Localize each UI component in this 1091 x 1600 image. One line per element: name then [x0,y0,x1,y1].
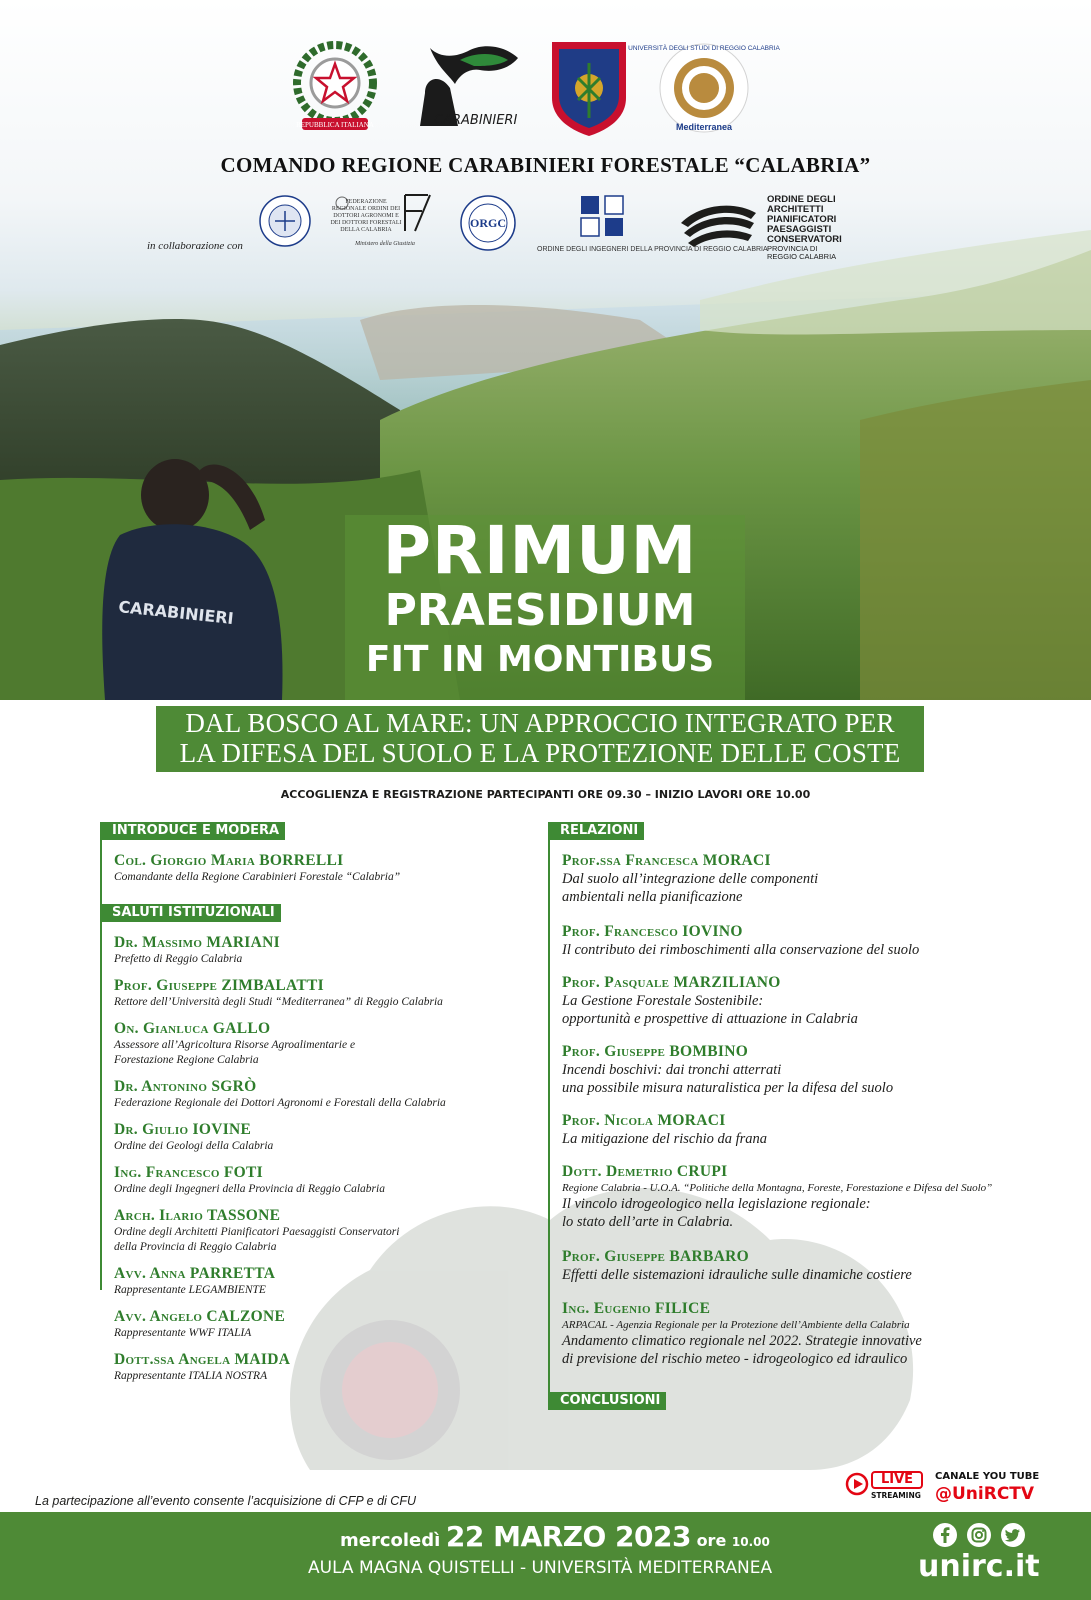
speaker-name: Dott. Demetrio CRUPI [562,1163,728,1180]
person-name: Dr. Massimo MARIANI [114,934,280,951]
instagram-icon[interactable] [966,1522,992,1548]
fodaf-text: FEDERAZIONE REGIONALE ORDINI DEI DOTTORI AGRONOMI E DEI DOTTORI FORESTALI DELLA CALABRIA [330,199,402,233]
saluti-entry [114,1351,290,1384]
youtube-channel-label: CANALE YOU TUBE [935,1471,1040,1482]
university-name: Mediterranea [675,122,733,132]
left-rail [100,822,102,1290]
conclusioni-heading: CONCLUSIONI [548,1392,666,1410]
saluti-entry [114,977,443,1010]
person-role: della Provincia di Reggio Calabria [114,1241,277,1253]
university-ring-text: UNIVERSITÀ DEGLI STUDI DI REGGIO CALABRIA [628,45,780,52]
title-line-3: FIT IN MONTIBUS [365,639,715,680]
ingegneri-logo [578,193,628,238]
forestale-shield-logo [548,38,630,138]
arch-line: PAESAGGISTI [767,224,832,235]
talk-title: una possibile misura naturalistica per la difesa del suolo [562,1080,894,1096]
social-links [932,1522,1032,1548]
architetti-text [767,195,842,261]
republic-emblem-logo [290,38,380,138]
intro-heading: INTRODUCE E MODERA [100,822,285,840]
arch-sub-line: REGGIO CALABRIA [767,252,837,261]
person-role: Prefetto di Reggio Calabria [114,953,243,965]
republic-emblem-text: REPUBBLICA ITALIANA [296,121,374,129]
speaker-name: Ing. Eugenio FILICE [562,1300,711,1317]
talk-entry [562,1248,912,1284]
architetti-logo [676,193,762,255]
person-role: Rappresentante WWF ITALIA [114,1327,252,1339]
organizer-title: COMANDO REGIONE CARABINIERI FORESTALE “CALABRIA” [220,153,871,177]
saluti-entry [114,1265,275,1298]
youtube-handle-link[interactable]: @UniRCTV [935,1484,1035,1504]
live-badge[interactable]: LIVE [871,1471,923,1489]
saluti-entry [114,1308,285,1341]
arch-line: CONSERVATORI [767,234,842,245]
person-role: Forestazione Regione Calabria [114,1054,259,1066]
person-name: Col. Giorgio Maria BORRELLI [114,852,344,869]
person-name: On. Gianluca GALLO [114,1020,271,1037]
date-weekday: mercoledì [340,1530,441,1551]
subtitle-line-1: DAL BOSCO AL MARE: UN APPROCCIO INTEGRATO PER [185,708,895,738]
saluti-entry [114,1207,399,1255]
talk-title: Andamento climatico regionale nel 2022. Strategie innovative [562,1333,922,1349]
person-role: Rettore dell’Università degli Studi “Mediterranea” di Reggio Calabria [114,996,443,1008]
saluti-entry [114,1078,446,1111]
title-line-1: PRIMUM [382,512,698,589]
talk-title: di previsione del rischio meteo - idrogeologico ed idraulico [562,1351,908,1367]
talk-entry [562,923,919,959]
person-name: Ing. Francesco FOTI [114,1164,263,1181]
person-role: Assessore all’Agricoltura Risorse Agroalimentarie e [114,1039,356,1051]
carabinieri-logo [400,38,525,138]
person-name: Avv. Anna PARRETTA [114,1265,276,1282]
talk-title: opportunità e prospettive di attuazione in Calabria [562,1011,858,1027]
talk-title: Effetti delle sistemazioni idrauliche sulle dinamiche costiere [562,1267,912,1283]
person-role: Comandante della Regione Carabinieri Forestale “Calabria” [114,871,401,883]
talk-entry [562,1300,922,1368]
carabinieri-logo-text: CARABINIERI [434,113,518,128]
person-name: Prof. Giuseppe ZIMBALATTI [114,977,324,994]
partner-fodaf [330,193,440,247]
person-name: Dott.ssa Angela MAIDA [114,1351,291,1368]
top-logos [0,38,1091,148]
talk-entry [562,1112,767,1148]
saluti-entry [114,934,280,967]
arch-sub-line: PROVINCIA DI [767,244,818,253]
university-logo [628,38,780,143]
talk-title: La mitigazione del rischio da frana [562,1131,768,1147]
facebook-icon[interactable] [932,1522,958,1548]
moderator-entry [114,852,400,885]
event-venue: AULA MAGNA QUISTELLI - UNIVERSITÀ MEDITERRANEA [308,1558,773,1578]
streaming-label: STREAMING [871,1491,921,1500]
jacket-text: CARABINIERI [117,597,235,629]
hero-banner [0,0,1091,700]
saluti-entry [114,1020,355,1068]
person-role: Federazione Regionale dei Dottori Agronomi e Forestali della Calabria [114,1097,446,1109]
talk-entry [562,1043,893,1097]
speaker-org: Regione Calabria - U.O.A. “Politiche della Montagna, Foreste, Forestazione e Difesa del Suolo” [562,1182,993,1194]
talk-title: ambientali nella pianificazione [562,889,743,905]
speaker-org: ARPACAL - Agenzia Regionale per la Protezione dell’Ambiente della Calabria [562,1319,910,1331]
credits-note: La partecipazione all’evento consente l’acquisizione di CFP e di CFU [35,1494,416,1508]
date-time: 10.00 [731,1535,770,1549]
talk-title: Il vincolo idrogeologico nella legislazione regionale: [562,1196,871,1212]
geologi-logo [458,193,518,253]
arch-line: ORDINE DEGLI [767,194,836,205]
talk-title: Incendi boschivi: dai tronchi atterrati [562,1062,782,1078]
twitter-icon[interactable] [1000,1522,1026,1548]
relazioni-heading: RELAZIONI [548,822,644,840]
person-role: Ordine degli Ingegneri della Provincia di Reggio Calabria [114,1183,385,1195]
talk-title: La Gestione Forestale Sostenibile: [562,993,764,1009]
ingegneri-text: ORDINE DEGLI INGEGNERI DELLA PROVINCIA DI REGGIO CALABRIA [537,246,768,253]
speaker-name: Prof.ssa Francesca MORACI [562,852,771,869]
schedule-note: ACCOGLIENZA E REGISTRAZIONE PARTECIPANTI ORE 09.30 – INIZIO LAVORI ORE 10.00 [280,788,811,801]
person-name: Dr. Giulio IOVINE [114,1121,252,1138]
person-role: Ordine degli Architetti Pianificatori Paesaggisti Conservatori [114,1226,400,1238]
speaker-name: Prof. Giuseppe BARBARO [562,1248,749,1265]
speaker-name: Prof. Nicola MORACI [562,1112,726,1129]
title-line-2: PRAESIDIUM [384,585,696,636]
person-name: Avv. Angelo CALZONE [114,1308,286,1325]
talk-title: Dal suolo all’integrazione delle componenti [562,871,819,887]
speaker-name: Prof. Francesco IOVINO [562,923,743,940]
saluti-entry [114,1164,385,1197]
talk-entry [562,852,818,906]
talk-title: Il contributo dei rimboschimenti alla conservazione del suolo [562,942,920,958]
date-ore: ore [696,1531,727,1550]
talk-entry [562,1163,992,1231]
person-name: Arch. Ilario TASSONE [114,1207,281,1224]
person-role: Rappresentante ITALIA NOSTRA [114,1370,268,1382]
speaker-name: Prof. Pasquale MARZILIANO [562,974,781,991]
talk-entry [562,974,858,1028]
website-link[interactable]: unirc.it [918,1549,1040,1584]
arch-line: PIANIFICATORI [767,214,837,225]
fodaf-subtext: Ministero della Giustizia [355,241,415,247]
date-main: 22 MARZO 2023 [445,1520,691,1553]
saluti-entry [114,1121,273,1154]
partner-ordine-logo [258,193,313,253]
person-role: Ordine dei Geologi della Calabria [114,1140,274,1152]
speaker-name: Prof. Giuseppe BOMBINO [562,1043,749,1060]
talk-title: lo stato dell’arte in Calabria. [562,1214,734,1230]
person-role: Rappresentante LEGAMBIENTE [114,1284,266,1296]
arch-line: ARCHITETTI [767,204,824,215]
person-name: Dr. Antonino SGRÒ [114,1078,257,1095]
saluti-heading: SALUTI ISTITUZIONALI [100,904,281,922]
geologi-text: ORGC [470,216,506,230]
subtitle-line-2: LA DIFESA DEL SUOLO E LA PROTEZIONE DELLE COSTE [179,738,901,768]
event-date [340,1520,770,1553]
collab-label: in collaborazione con [147,240,243,252]
right-rail [548,822,550,1402]
play-icon[interactable] [845,1472,869,1496]
